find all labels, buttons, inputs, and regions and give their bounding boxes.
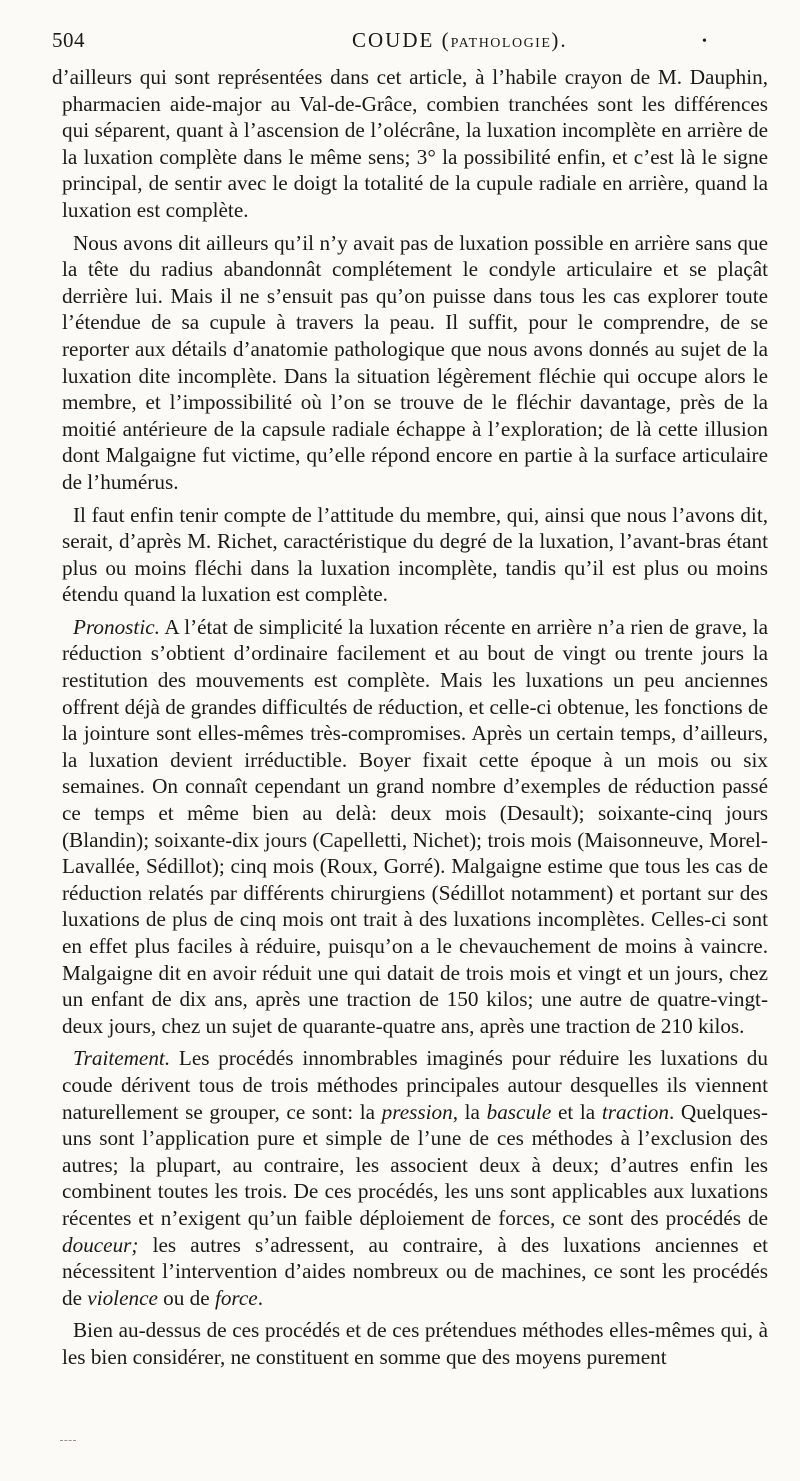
emphasized-term: douceur; [62,1232,139,1257]
paragraph [52,64,768,224]
paragraph-text: les autres s’adressent, au contraire, à des luxations anciennes et nécessitent l’intervention d’aides nombreux ou de machines, ce sont les procédés de [62,1232,768,1310]
body-text [52,64,768,1371]
paragraph-text: Les procédés innombrables imaginés pour réduire les luxations du coude dérivent tous de trois méthodes principales autour desquelles ils viennent naturellement se grouper, ce sont: la [62,1046,768,1124]
paragraph [62,502,768,608]
paragraph-text: . Quelques-uns sont l’application pure et simple de l’une de ces méthodes à l’exclusion des autres; la plupart, au contraire, les associent deux à deux; d’autres enfin les combinent toutes les trois. De ces procédés, les uns sont applicables aux luxations récentes et n’exigent qu’un faible déploiement de forces, ce sont des procédés de [62,1099,768,1230]
running-title-end: ). [551,28,568,52]
paragraph-text: . [257,1285,263,1310]
paragraph-text: A l’état de simplicité la luxation récente en arrière n’a rien de grave, la réduction s’obtient d’ordinaire facilement et au bout de vingt ou trente jours la restitution des mouvements est complète. Mais les luxations un peu anciennes offrent déjà de grandes difficultés de réduction, et celle-ci obtenue, les fonctions de la jointure sont elles-mêmes très-compromises. Après un certain temps, d’ailleurs, la luxation devient irréductible. Boyer fixait cette époque à un mois ou six semaines. On connaît cependant un grand nombre d’exemples de réduction passé ce temps et même bien au delà: deux mois (Desault); soixante-cinq jours (Blandin); soixante-dix jours (Capelletti, Nichet); trois mois (Maisonneuve, Morel-Lavallée, Sédillot); cinq mois (Roux, Gorré). Malgaigne estime que tous les cas de réduction relatés par différents chirurgiens (Sédillot notamment) et portant sur des luxations de plus de cinq mois ont trait à des luxations incomplètes. Celles-ci sont en effet plus faciles à réduire, puisqu’on a le chevauchement de moins à vaincre. Malgaigne dit en avoir réduit une qui datait de trois mois et vingt et un jours, chez un enfant de dix ans, après une traction de 150 kilos; une autre de quatre-vingt-deux jours, chez un sujet de quarante-quatre ans, après une traction de 210 kilos. [62,614,768,1038]
paragraph-text: ou de [157,1285,215,1310]
paragraph [62,1317,768,1370]
emphasized-term: bascule [486,1099,552,1124]
paragraph [62,614,768,1040]
paragraph-text: Il faut enfin tenir compte de l’attitude du membre, qui, ainsi que nous l’avons dit, serait, d’après M. Richet, caractéristique du degré de la luxation, l’avant-bras étant plus ou moins fléchi dans la luxation incomplète, tandis qu’il est plus ou moins étendu quand la luxation est complète. [62,502,768,607]
page-number: 504 [52,28,85,52]
paragraph-text: , la [452,1099,487,1124]
paragraph-text: d’ailleurs qui sont représentées dans cet article, à l’habile crayon de M. Dauphin, pharmacien aide-major au Val-de-Grâce, combien tranchées sont les différences qui séparent, quant à l’ascension de l’olécrâne, la luxation incomplète en arrière de la luxation complète dans le même sens; 3° la possibilité enfin, et c’est là le signe principal, de sentir avec le doigt la totalité de la cupule radiale en arrière, quand la luxation est complète. [52,65,768,222]
paragraph-text: Nous avons dit ailleurs qu’il n’y avait pas de luxation possible en arrière sans que la tête du radius abandonnât complétement le condyle articulaire et se plaçât derrière lui. Mais il ne s’ensuit pas qu’on puisse dans tous les cas explorer toute l’étendue de sa cupule à travers la peau. Il suffit, pour le comprendre, de se reporter aux détails d’anatomie pathologique que nous avons donnés au sujet de la luxation dite incomplète. Dans la situation légèrement fléchie qui occupe alors le membre, et l’impossibilité où l’on se trouve de le fléchir davantage, près de la moitié antérieure de la capsule radiale échappe à l’exploration; de là cette illusion dont Malgaigne fut victime, qu’elle répond encore en partie à la surface articulaire de l’humérus. [62,230,768,494]
header-mark: • [702,34,707,49]
section-heading: Pronostic. [73,614,160,639]
section-heading: Traitement. [73,1046,171,1071]
running-title-main: COUDE ( [352,28,451,52]
emphasized-term: violence [87,1285,158,1310]
emphasized-term: traction [601,1099,669,1124]
page-header [52,28,760,58]
paragraph [62,230,768,496]
footer-mark [60,1440,76,1442]
paragraph [62,1045,768,1311]
running-title-subtitle: PATHOLOGIE [450,36,552,51]
paragraph-text: et la [551,1099,602,1124]
emphasized-term: pression [381,1099,453,1124]
emphasized-term: force [214,1285,258,1310]
running-title [352,28,568,53]
paragraph-text: Bien au-dessus de ces procédés et de ces prétendues méthodes elles-mêmes qui, à les bien considérer, ne constituent en somme que des moyens purement [62,1318,768,1369]
